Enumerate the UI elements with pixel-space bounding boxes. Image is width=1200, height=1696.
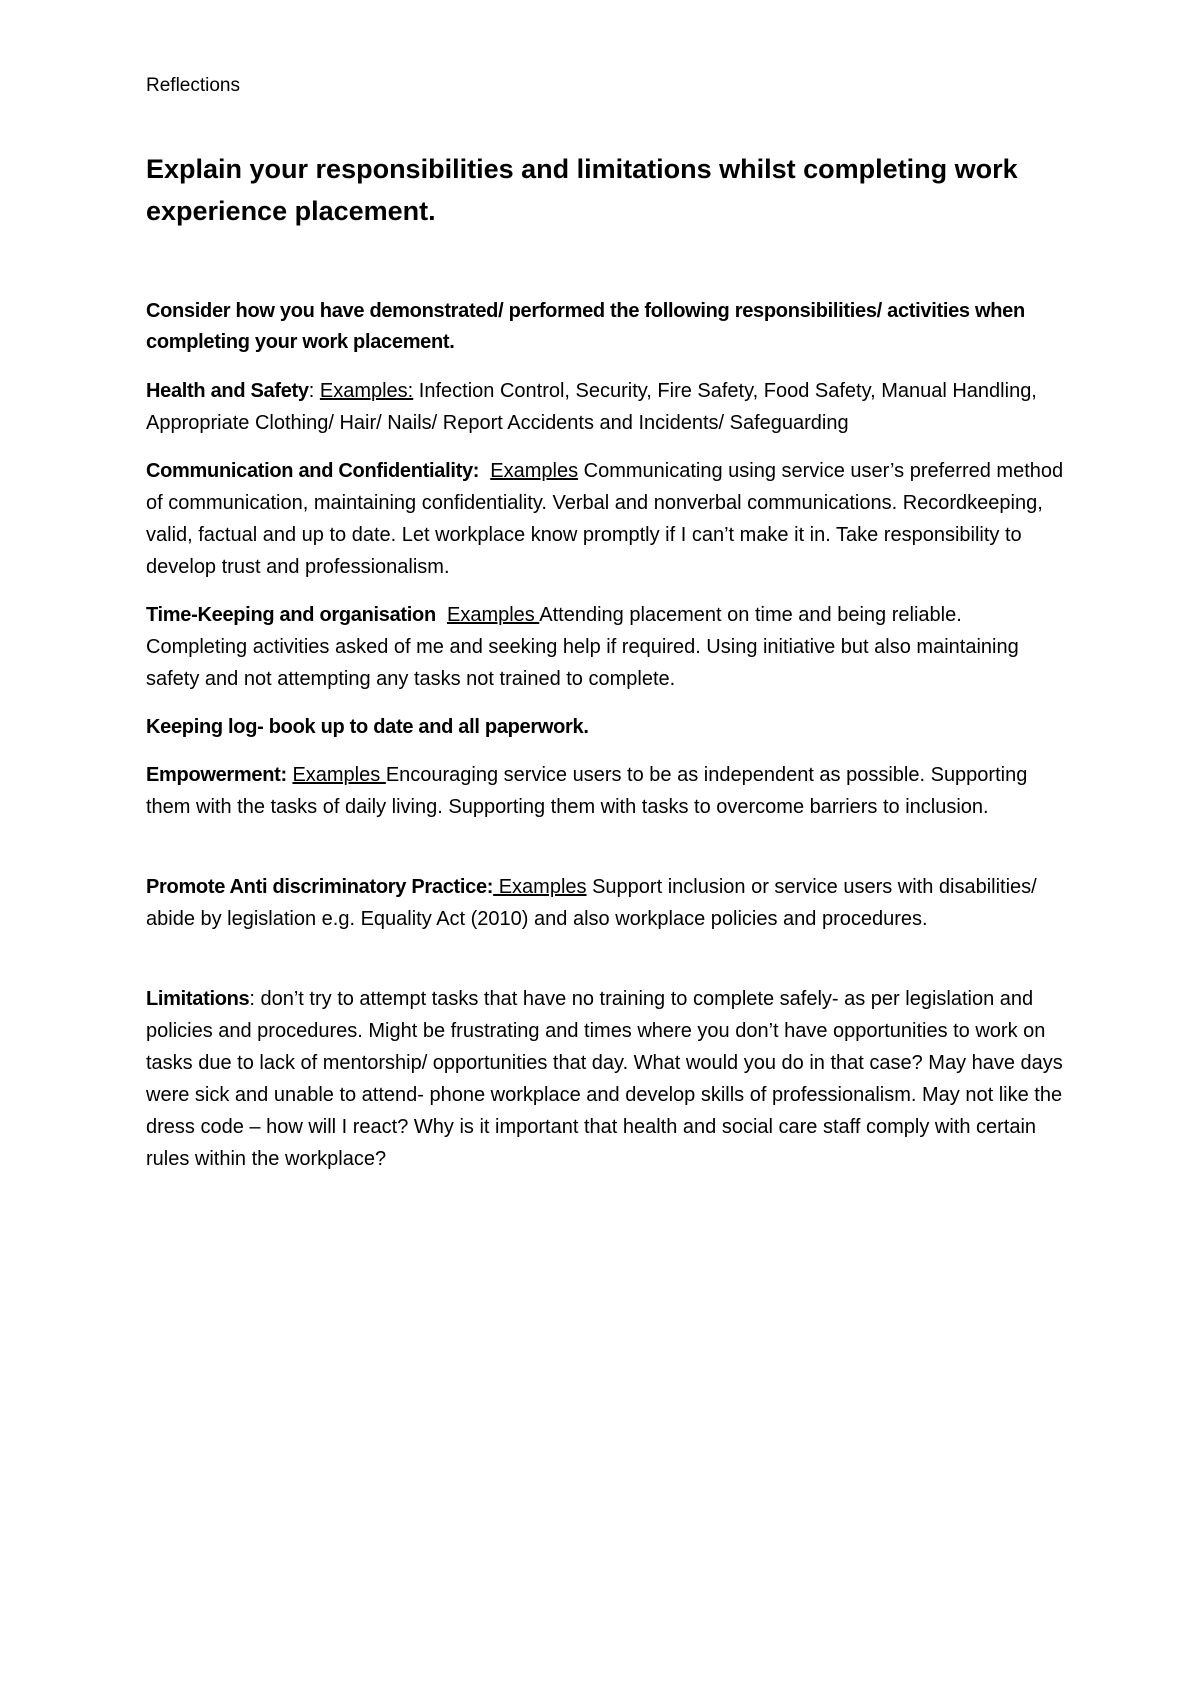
section-health-and-safety bbox=[146, 375, 1066, 439]
section-logbook: Keeping log- book up to date and all paperwork. bbox=[146, 716, 589, 738]
section-text: Communicating using service user’s preferred method of communication, maintaining confidentiality. Verbal and nonverbal communications. Recordkeeping, valid, factual and up to date. Let workplace know promptly if I can’t make it in. Take responsibility to develop trust and professionalism. bbox=[146, 460, 1064, 578]
section-heading: Promote Anti discriminatory Practice: bbox=[146, 876, 494, 898]
examples-label: Examples: bbox=[319, 380, 414, 402]
section-anti-discriminatory bbox=[146, 871, 1066, 935]
document-title: Explain your responsibilities and limitations whilst completing work experience placement. bbox=[146, 154, 1018, 226]
intro-paragraph: Consider how you have demonstrated/ performed the following responsibilities/ activities when completing your work placement. bbox=[146, 300, 1025, 353]
section-heading: Limitations bbox=[146, 988, 250, 1010]
examples-label: Examples bbox=[292, 764, 386, 786]
section-text: Attending placement on time and being reliable. Completing activities asked of me and seeking help if required. Using initiative but also maintaining safety and not attempting any tasks not trained to complete. bbox=[146, 604, 1019, 690]
section-text: : don’t try to attempt tasks that have no training to complete safely- as per legislation and policies and procedures. Might be frustrating and times where you don’t have opportunities to work on tasks due to lack of mentorship/ opportunities that day. What would you do in that case? May have days were sick and unable to attend- phone workplace and develop skills of professionalism. May not like the dress code – how will I react? Why is it important that health and social care staff comply with certain rules within the workplace? bbox=[146, 988, 1063, 1170]
section-text: Encouraging service users to be as independent as possible. Supporting them with the tasks of daily living. Supporting them with tasks to overcome barriers to inclusion. bbox=[146, 764, 1028, 818]
section-heading: Communication and Confidentiality: bbox=[146, 460, 480, 482]
examples-label: Examples bbox=[490, 460, 579, 482]
section-text: Support inclusion or service users with disabilities/ abide by legislation e.g. Equality Act (2010) and also workplace policies and procedures. bbox=[146, 876, 1037, 930]
heading-separator bbox=[479, 460, 490, 482]
examples-label: Examples bbox=[446, 604, 540, 626]
section-heading: Health and Safety bbox=[146, 380, 309, 402]
section-time-keeping bbox=[146, 599, 1066, 695]
heading-separator bbox=[436, 604, 447, 626]
section-empowerment bbox=[146, 759, 1066, 823]
document-label: Reflections bbox=[146, 75, 240, 96]
examples-label: Examples bbox=[493, 876, 587, 898]
section-heading: Empowerment: bbox=[146, 764, 287, 786]
section-communication bbox=[146, 455, 1066, 583]
heading-separator: : bbox=[308, 380, 320, 402]
section-heading: Time-Keeping and organisation bbox=[146, 604, 436, 626]
section-limitations bbox=[146, 983, 1066, 1175]
section-text: Infection Control, Security, Fire Safety, Food Safety, Manual Handling, Appropriate Clothing/ Hair/ Nails/ Report Accidents and Incidents/ Safeguarding bbox=[146, 380, 1037, 434]
